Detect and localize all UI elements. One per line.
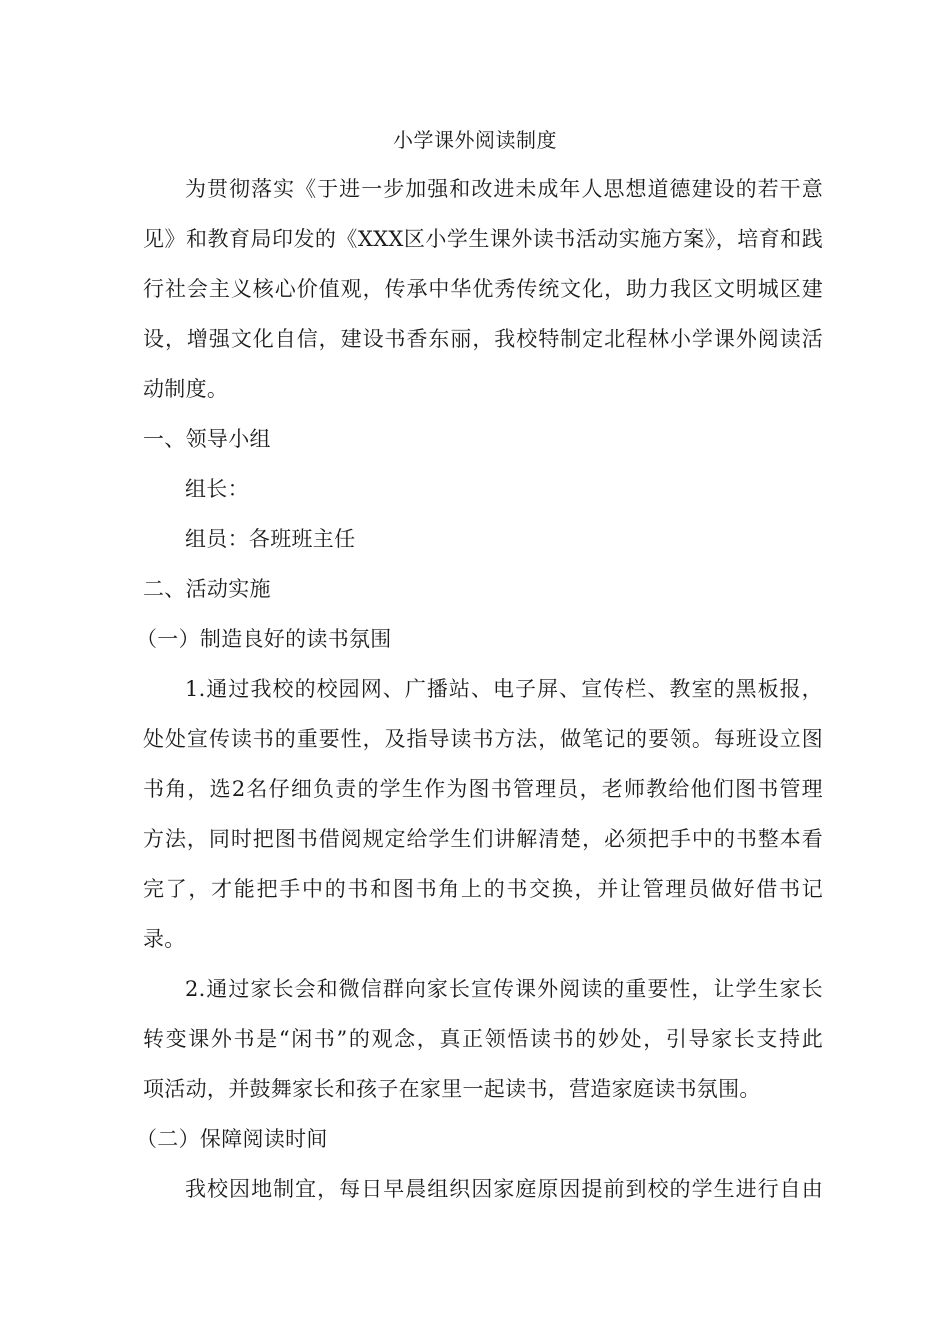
paragraph-line: 我校因地制宜，每日早晨组织因家庭原因提前到校的学生进行自由	[185, 1177, 823, 1201]
paragraph-line: 见》和教育局印发的《XXX区小学生课外读书活动实施方案》，培育和践	[143, 227, 823, 251]
section-heading: 二、活动实施	[143, 577, 271, 601]
section-heading: 一、领导小组	[143, 427, 271, 451]
paragraph-line: 1.通过我校的校园网、广播站、电子屏、宣传栏、教室的黑板报，	[185, 677, 823, 701]
paragraph-line: 书角，选2名仔细负责的学生作为图书管理员，老师教给他们图书管理	[143, 777, 823, 801]
paragraph-line: 动制度。	[143, 377, 229, 401]
paragraph-line: 录。	[143, 927, 186, 951]
document-title: 小学课外阅读制度	[393, 128, 557, 152]
paragraph-line: 处处宣传读书的重要性，及指导读书方法，做笔记的要领。每班设立图	[143, 727, 823, 751]
paragraph-line: 项活动，并鼓舞家长和孩子在家里一起读书，营造家庭读书氛围。	[143, 1077, 761, 1101]
subsection-heading: （二）保障阅读时间	[136, 1127, 328, 1151]
paragraph-line: 完了，才能把手中的书和图书角上的书交换，并让管理员做好借书记	[143, 877, 823, 901]
paragraph-line: 2.通过家长会和微信群向家长宣传课外阅读的重要性，让学生家长	[185, 977, 823, 1001]
paragraph-line: 行社会主义核心价值观，传承中华优秀传统文化，助力我区文明城区建	[143, 277, 823, 301]
paragraph-line: 组长：	[185, 477, 249, 501]
subsection-heading: （一）制造良好的读书氛围	[136, 627, 392, 651]
paragraph-line: 设，增强文化自信，建设书香东丽，我校特制定北程林小学课外阅读活	[143, 327, 823, 351]
paragraph-line: 方法，同时把图书借阅规定给学生们讲解清楚，必须把手中的书整本看	[143, 827, 823, 851]
paragraph-line: 为贯彻落实《于进一步加强和改进未成年人思想道德建设的若干意	[185, 177, 823, 201]
paragraph-line: 组员：各班班主任	[185, 527, 356, 551]
paragraph-line: 转变课外书是“闲书”的观念，真正领悟读书的妙处，引导家长支持此	[143, 1027, 823, 1051]
